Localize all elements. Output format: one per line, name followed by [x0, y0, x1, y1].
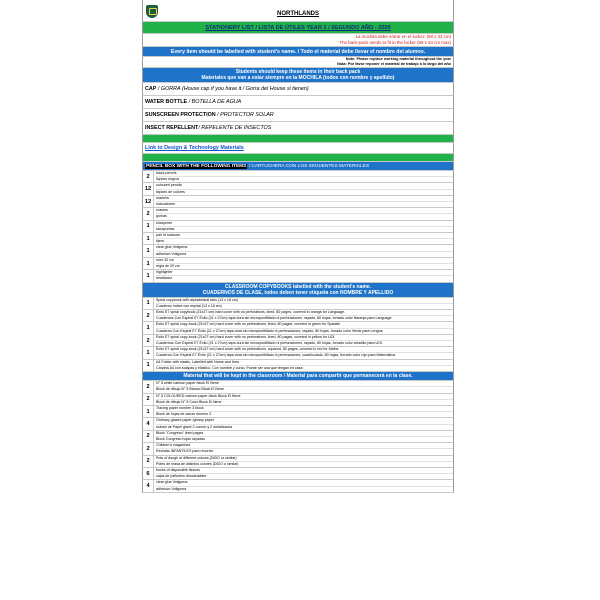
item-quantity: 1: [143, 406, 154, 417]
backpack-item-water-bottle: WATER BOTTLE / BOTELLA DE AGUA: [142, 96, 454, 109]
item-name-en: Éxito E7 spiral copy-book (21x27 cm) hard cover with no perforations, lined, 80 pages, covered in yellow for UOI.: [156, 334, 336, 339]
item-description: [154, 443, 453, 454]
backpack-item-sunscreen: SUNSCREEN PROTECTION / PROTECTOR SOLAR: [142, 109, 454, 122]
item-name-es: Cuadernos Con Espiral E7 Éxito (21 x 27cm) tapa dura sin micropunttillado ni perforaciones, rayado, 80 hojas, forrado color amarillo para UOI.: [156, 340, 453, 346]
list-item: [142, 171, 454, 183]
item-name-es: adhesivo Voligoma: [156, 486, 453, 492]
item-name-es: tijera: [156, 238, 453, 244]
list-item: [142, 394, 454, 406]
item-quantity: 2: [143, 443, 154, 454]
item-name-en: Spiral copybook with alphabetical tabs (13 x 18 cm): [156, 297, 238, 302]
list-item: [142, 233, 454, 245]
item-name-en: erasers: [156, 208, 168, 213]
item-description: [154, 196, 453, 207]
school-name: NORTHLANDS: [277, 11, 319, 17]
item-description: [154, 221, 453, 232]
list-item: [142, 258, 454, 270]
item-description: [154, 381, 453, 392]
list-item: [142, 480, 454, 492]
list-item: [142, 381, 454, 393]
item-name-en: Éxito E7 spiral copy-book (21x27 cm) hard cover with no perforations, lined, 80 pages, covered in green for Spanish: [156, 322, 341, 327]
list-item: [142, 406, 454, 418]
item-name-en: clear glue Voligoma: [156, 245, 188, 250]
item-name-es: Block de dibujo N° 5 Color Block El Nene: [156, 399, 453, 405]
item-quantity: 2: [143, 335, 154, 346]
item-name-es: Revistas INFANTILES para recortar: [156, 448, 453, 454]
item-description: [154, 431, 453, 442]
item-name-en: Pots of dough of different colours (DIDO or similar): [156, 455, 237, 460]
item-quantity: 1: [143, 360, 154, 371]
item-description: [154, 456, 453, 467]
item-name-en: pair of scissors: [156, 233, 180, 238]
locker-note: La mochila debe entrar en el locker: (58 x 33 cm) The back-pack needs to fit in the locker (58 x 33 cm max): [142, 34, 454, 47]
item-name-en: Children's magazines: [156, 443, 191, 448]
item-name-es: Potes de masa de distintos colores (DIDO o similar): [156, 461, 453, 467]
item-name-es: Cuaderno índice con espiral (13 x 18 cm): [156, 303, 453, 309]
list-item: [142, 208, 454, 220]
list-item: [142, 196, 454, 208]
item-quantity: 1: [143, 258, 154, 269]
list-item: [142, 245, 454, 257]
list-item: [142, 298, 454, 310]
item-name-en: A4 Folder with elastic, Labelled with Name and form.: [156, 359, 240, 364]
item-description: [154, 322, 453, 333]
stationery-sheet: [142, 0, 454, 493]
item-name-en: Ordinary glazed paper /glossy paper: [156, 418, 214, 423]
item-quantity: 1: [143, 233, 154, 244]
item-description: [154, 233, 453, 244]
item-quantity: 1: [143, 221, 154, 232]
item-description: [154, 310, 453, 321]
classroom-banner: Material that will be kept in the classroom / Material para compartir que permanecerá en la clase.: [142, 372, 454, 381]
item-name-es: Cuadernos Con Espiral E7 Éxito (21 x 27cm) tapa dura sin micropunttillado ni perforaciones, rayado, 80 hojas, forrado color Naranja para Language.: [156, 315, 453, 321]
item-name-es: gomas: [156, 213, 453, 219]
item-name-en: N° 5 white cartoon paper block El Nene: [156, 381, 219, 386]
item-name-es: marcadores: [156, 201, 453, 207]
pencil-box-heading: PENCIL BOX WITH THE FOLLOWING ITEMS / CARTUCHERA CON LOS SIGUIENTES MATERIALES: [142, 162, 454, 171]
item-description: [154, 406, 453, 417]
item-name-es: Cuaderno Con Espiral E7 Éxito (21 x 27cm) tapa dura sin micropunttillado ni perforaciones, cuadriculado, 80 hojas, forrado color rojo para Matemática: [156, 352, 453, 358]
backpack-banner: Students should keep these items in their back pack Materiales que van a estar siempre en la MOCHILA (todos con nombre y apellido): [142, 68, 454, 83]
copybook-list: [142, 298, 454, 372]
classroom-list: [142, 381, 454, 493]
item-name-es: adhesivo Voligoma: [156, 251, 453, 257]
item-name-en: coloured pencils: [156, 183, 182, 188]
item-name-es: sobres de Papel glacé 2 común y 2 metalizados: [156, 424, 453, 430]
item-quantity: 4: [143, 418, 154, 429]
item-name-en: Block "Congreso" lined pages: [156, 430, 204, 435]
item-description: [154, 335, 453, 346]
item-name-es: resaltador: [156, 275, 453, 281]
item-name-en: Éxito E7 spiral copybook (21x27 cm) hard cover with no perforations, lined, 80 pages, covered in orange for Language.: [156, 310, 345, 315]
item-quantity: 2: [143, 431, 154, 442]
item-quantity: 2: [143, 456, 154, 467]
item-description: [154, 245, 453, 256]
item-quantity: 1: [143, 347, 154, 358]
item-description: [154, 183, 453, 194]
list-item: [142, 270, 454, 282]
item-name-en: highlighter: [156, 270, 173, 275]
backpack-item-insect-repellent: INSECT REPELLENT/ REPELENTE DE INSECTOS: [142, 122, 454, 135]
item-quantity: 1: [143, 298, 154, 309]
item-quantity: 6: [143, 468, 154, 479]
item-quantity: 2: [143, 381, 154, 392]
item-name-en: markers: [156, 195, 169, 200]
pencil-box-list: [142, 171, 454, 283]
item-quantity: 4: [143, 480, 154, 491]
item-name-es: regla de 20 cm: [156, 263, 453, 269]
list-item: [142, 443, 454, 455]
list-item: [142, 360, 454, 372]
list-item: [142, 431, 454, 443]
list-item: [142, 347, 454, 359]
item-name-es: Carpeta A4 con solapas y elástico. Con nombre y curso. Puede ser una que tengan en casa: [156, 365, 453, 371]
item-quantity: 2: [143, 394, 154, 405]
list-item: [142, 468, 454, 480]
item-quantity: 2: [143, 208, 154, 219]
item-description: [154, 258, 453, 269]
list-item: [142, 335, 454, 347]
list-item: [142, 310, 454, 322]
green-divider: [142, 135, 454, 143]
item-name-en: Éxito E7 spiral copy-book (21x27 cm) hard cover with no perforations, squared, 80 pages, covered in red for Maths: [156, 347, 339, 352]
header-row: [142, 0, 454, 22]
item-name-es: Block de dibujo N° 5 Blanco Block El Nene: [156, 386, 453, 392]
item-description: [154, 468, 453, 479]
item-name-en: black pencils: [156, 171, 177, 175]
green-divider-2: [142, 154, 454, 162]
item-name-es: lápices de colores: [156, 189, 453, 195]
item-name-es: Block de hojas de calcar número 3: [156, 411, 453, 417]
item-quantity: 12: [143, 183, 154, 194]
item-name-en: boxes of disposable tissues: [156, 467, 200, 472]
list-item: [142, 183, 454, 195]
item-description: [154, 298, 453, 309]
backpack-item-cap: CAP / GORRA (House cap if you have it / Gorra del House si tienen): [142, 83, 454, 96]
item-name-en: sharpener: [156, 220, 173, 225]
list-item: [142, 221, 454, 233]
item-description: [154, 270, 453, 281]
item-quantity: 1: [143, 245, 154, 256]
item-description: [154, 418, 453, 429]
item-quantity: 1: [143, 322, 154, 333]
item-name-en: ruler 20 cm: [156, 257, 174, 262]
item-name-es: lápices negros: [156, 176, 453, 182]
replace-note: Note: Please replace working material throughout the year Nota: Por favor reponer el material de trabajo a lo largo del año: [142, 57, 454, 68]
item-quantity: 2: [143, 310, 154, 321]
item-name-es: cajas de pañuelos descartables: [156, 473, 453, 479]
item-description: [154, 171, 453, 182]
copybooks-banner: CLASSROOM COPYBOOKS labelled with the student's name. CUADERNOS DE CLASE, todos deben tener etiqueta con NOMBRE Y APELLIDO: [142, 283, 454, 298]
item-name-es: Cuaderno Con Espiral E7 Éxito (21 x 27cm) tapa dura sin micropunttillado ni perforaciones, rayado, 80 hojas, forrado color Verde para Lengua: [156, 328, 453, 334]
list-item: [142, 418, 454, 430]
item-name-en: Tracing paper number 3 block: [156, 405, 204, 410]
item-name-es: sacapuntas: [156, 226, 453, 232]
list-item: [142, 456, 454, 468]
item-description: [154, 347, 453, 358]
item-description: [154, 480, 453, 491]
item-name-en: N° 5 COLOURED cartoon paper block Block El Nene: [156, 393, 241, 398]
item-description: [154, 360, 453, 371]
item-quantity: 12: [143, 196, 154, 207]
item-description: [154, 394, 453, 405]
design-technology-link[interactable]: Link to Design & Technology Materials: [142, 143, 454, 154]
list-title: STATIONERY LIST / LISTA DE ÚTILES YEAR 2 / SEGUNDO AÑO - 2020: [142, 22, 454, 34]
label-banner: Every item should be labelled with student's name. / Todo el material debe llevar el nombre del alumno.: [142, 47, 454, 57]
item-name-en: clear glue Voligoma: [156, 480, 188, 485]
item-quantity: 2: [143, 171, 154, 182]
list-item: [142, 322, 454, 334]
item-description: [154, 208, 453, 219]
item-name-es: Block Congreso hojas rayadas: [156, 436, 453, 442]
item-quantity: 1: [143, 270, 154, 281]
